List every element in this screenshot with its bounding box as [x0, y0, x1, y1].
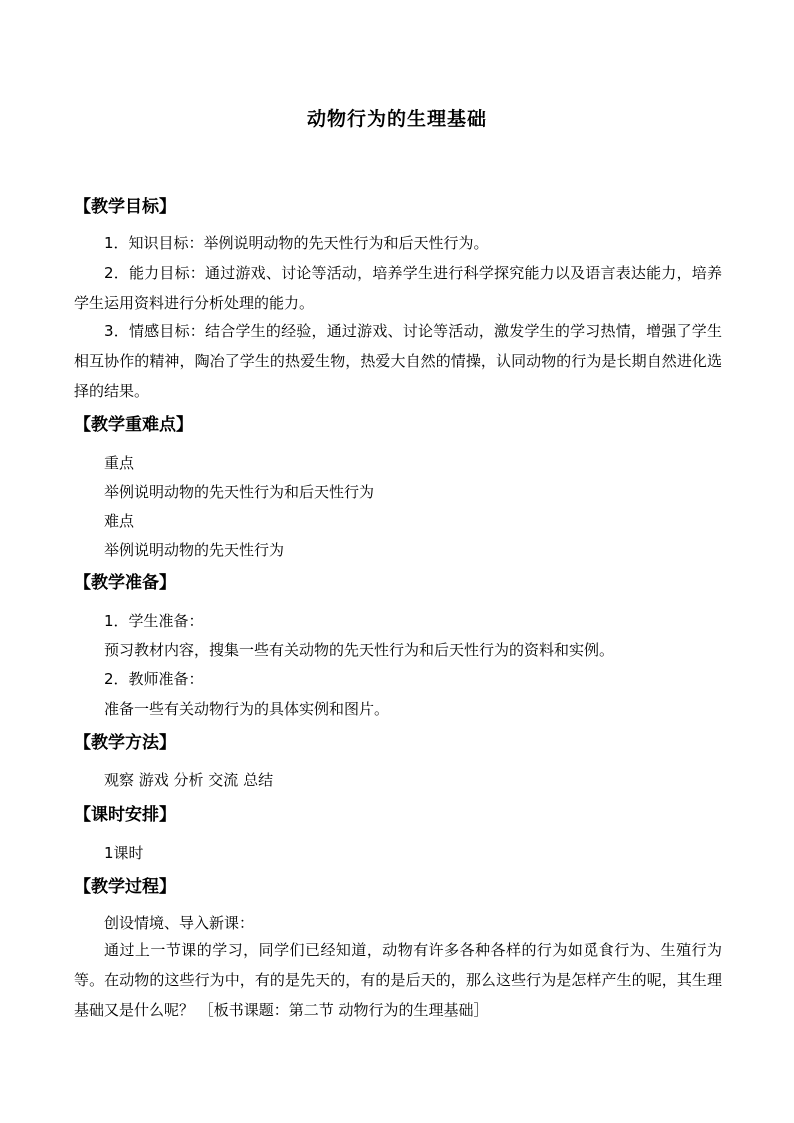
objective-emotion: 3．情感目标：结合学生的经验，通过游戏、讨论等活动，激发学生的学习热情，增强了学生相互协作的精神，陶冶了学生的热爱生物，热爱大自然的情操，认同动物的行为是长期自然进化选择的结果。 — [74, 322, 722, 400]
process-paragraph: 通过上一节课的学习，同学们已经知道，动物有许多各种各样的行为如觅食行为、生殖行为等。在动物的这些行为中，有的是先天的，有的是后天的，那么这些行为是怎样产生的呢，其生理基础又是什么呢？ ［板书课题：第二节 动物行为的生理基础］ — [74, 941, 722, 1019]
objective-ability: 2．能力目标：通过游戏、讨论等活动，培养学生进行科学探究能力以及语言表达能力，培养学生运用资料进行分析处理的能力。 — [74, 264, 722, 312]
page-title: 动物行为的生理基础 — [306, 108, 487, 130]
student-prep-label: 1．学生准备： — [104, 612, 204, 630]
heading-objectives: 【教学目标】 — [74, 197, 176, 217]
teacher-prep-text: 准备一些有关动物行为的具体实例和图片。 — [104, 700, 390, 718]
focus-text: 举例说明动物的先天性行为和后天性行为 — [104, 483, 375, 501]
focus-label: 重点 — [104, 454, 135, 472]
heading-preparation: 【教学准备】 — [74, 573, 176, 593]
student-prep-text: 预习教材内容，搜集一些有关动物的先天性行为和后天性行为的资料和实例。 — [104, 641, 615, 659]
process-intro: 创设情境、导入新课： — [104, 914, 255, 932]
schedule-text: 1课时 — [104, 844, 144, 862]
methods-text: 观察 游戏 分析 交流 总结 — [104, 771, 274, 789]
heading-methods: 【教学方法】 — [74, 733, 176, 753]
heading-schedule: 【课时安排】 — [74, 805, 176, 825]
teacher-prep-label: 2．教师准备： — [104, 670, 204, 688]
heading-key-points: 【教学重难点】 — [74, 415, 193, 435]
objective-knowledge: 1．知识目标：举例说明动物的先天性行为和后天性行为。 — [104, 234, 489, 252]
difficulty-label: 难点 — [104, 512, 135, 530]
difficulty-text: 举例说明动物的先天性行为 — [104, 541, 285, 559]
heading-process: 【教学过程】 — [74, 877, 176, 897]
